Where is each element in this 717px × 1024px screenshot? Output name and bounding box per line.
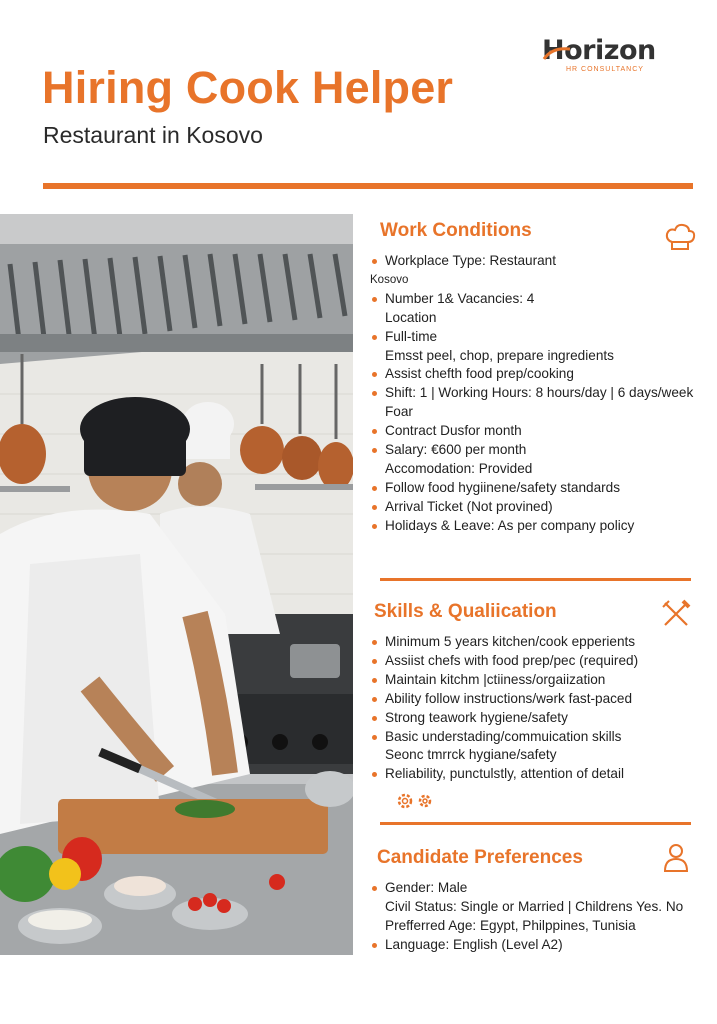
page-subtitle: Restaurant in Kosovo: [43, 122, 263, 148]
page-title: Hiring Cook Helper: [42, 62, 454, 113]
work-condition-item: Full-time: [365, 328, 705, 347]
work-condition-item: Holidays & Leave: As per company policy: [365, 517, 705, 536]
section-divider: [380, 578, 691, 581]
skills-section: [365, 601, 705, 784]
preferences-title: Candidate Preferences: [377, 847, 583, 868]
gears-icon: [393, 790, 437, 812]
chef-hat-icon: [663, 220, 697, 254]
person-icon: [659, 841, 693, 875]
skill-item: Reliability, punctulstly, attention of detail: [365, 765, 705, 784]
fork-knife-icon: [659, 597, 693, 631]
skill-item: Seonc tmrrck hygiane/safety: [385, 747, 557, 763]
work-condition-item: Number 1& Vacancies: 4: [365, 290, 705, 309]
work-condition-item: Follow food hygiinene/safety standards: [365, 479, 705, 498]
logo-tagline: HR CONSULTANCY: [566, 66, 644, 73]
work-conditions-title: Work Conditions: [380, 220, 532, 241]
preferences-section: [365, 847, 705, 955]
section-divider: [380, 822, 691, 825]
skill-item: Minimum 5 years kitchen/cook epperients: [365, 633, 705, 652]
work-conditions-section: [365, 220, 705, 536]
work-condition-item: Shift: 1 | Working Hours: 8 hours/day | 6 days/week: [365, 384, 705, 403]
skill-item: Ability follow instructions/wərk fast-paced: [365, 690, 705, 709]
preference-item: Prefferred Age: Egypt, Philppines, Tunisia: [385, 917, 636, 933]
work-condition-item: Salary: €600 per month: [365, 441, 705, 460]
work-conditions-list: [365, 252, 705, 536]
preference-item: Language: English (Level A2): [365, 936, 705, 955]
preference-item: Civil Status: Single or Married | Childrens Yes. No: [385, 898, 684, 914]
kitchen-illustration: [0, 214, 353, 955]
skill-item: Strong teawork hygiene/safety: [365, 709, 705, 728]
work-condition-item: Emsst peel, chop, prepare ingredients: [385, 347, 614, 363]
skill-item: Assiist chefs with food prep/pec (required): [365, 652, 705, 671]
skills-list: [365, 633, 705, 784]
logo-swoosh-icon: [542, 45, 572, 61]
work-condition-item: Arrival Ticket (Not provined): [365, 498, 705, 517]
work-condition-item: Contract Dusfor month: [365, 422, 705, 441]
work-condition-item: Workplace Type: Restaurant: [365, 252, 705, 271]
skill-item: Basic understading/commuication skills: [365, 728, 705, 747]
work-condition-item: Assist chefth food prep/cooking: [365, 365, 705, 384]
preference-item: Gender: Male: [365, 879, 705, 898]
work-condition-item: Accomodation: Provided: [385, 460, 533, 476]
company-logo: [542, 37, 682, 73]
work-condition-item: Location: [385, 309, 437, 325]
logo-word-rest: orizon: [564, 35, 656, 66]
kitchen-scene-image: [0, 214, 353, 955]
work-condition-item: Foar: [385, 404, 413, 420]
header-divider: [43, 183, 693, 189]
skills-title: Skills & Qualiication: [374, 601, 557, 622]
preferences-list: [365, 879, 705, 955]
work-condition-item: Kosovo: [370, 273, 409, 286]
skill-item: Maintain kitchm |ctiiness/orgaiization: [365, 671, 705, 690]
logo-letter: H: [542, 35, 565, 66]
